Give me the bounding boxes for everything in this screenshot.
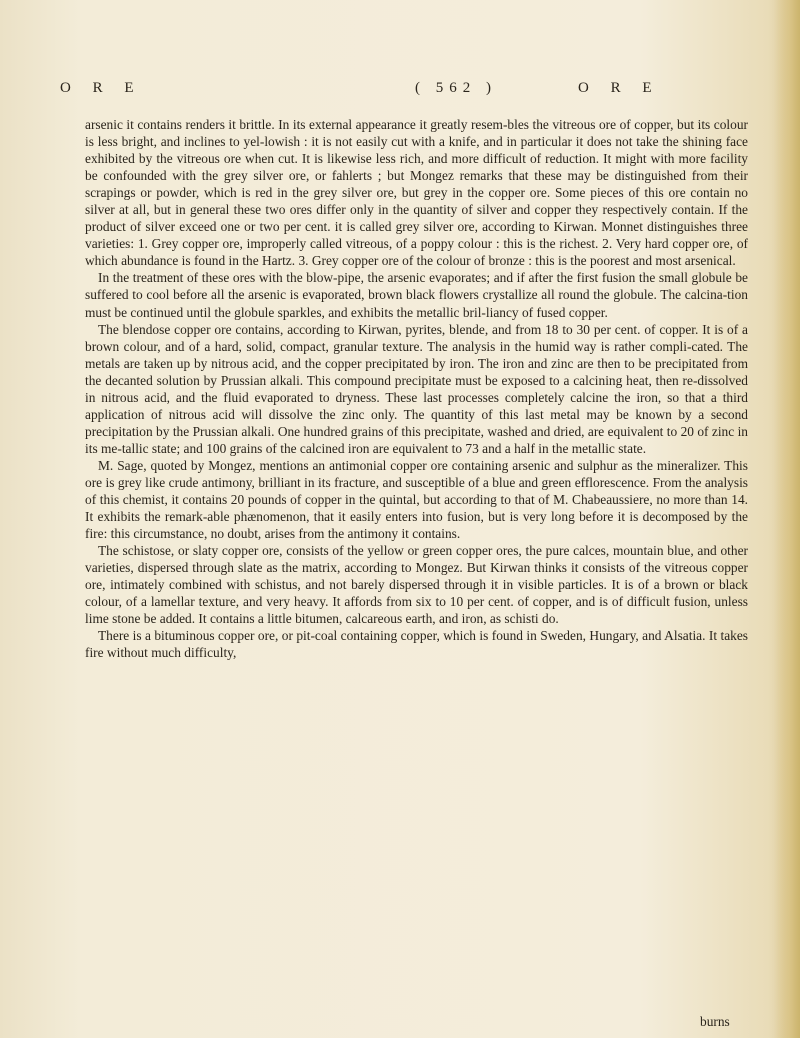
paragraph: There is a bituminous copper ore, or pit-coal containing copper, which is found in Sweden, Hungary, and Alsatia. It takes fire without much difficulty, <box>85 628 748 661</box>
paragraph: The schistose, or slaty copper ore, consists of the yellow or green copper ores, the pure calces, mountain blue, and other varieties, dispersed through slate as the matrix, according to Mongez. But Kirwan thinks it consists of the vitreous copper ore, intimately combined with schistus, and not barely dispersed through it in visible particles. It is of a brown or black colour, of a lamellar texture, and very heavy. It affords from six to 10 per cent. of copper, and is of difficult fusion, unless lime stone be added. It contains a little bitumen, calcareous earth, and iron, as schisti do. <box>85 543 748 627</box>
header-left: O R E <box>60 80 143 96</box>
body-text <box>85 116 748 662</box>
paragraph: M. Sage, quoted by Mongez, mentions an antimonial copper ore containing arsenic and sulphur as the mineralizer. This ore is grey like crude antimony, brilliant in its fracture, and susceptible of a blue and green efflorescence. From the analysis of this chemist, it contains 20 pounds of copper in the quintal, but according to that of M. Chabeaussiere, no more than 14. It exhibits the remark-able phænomenon, that it easily enters into fusion, but is very long before it is decomposed by the fire: this circumstance, no doubt, arises from the antimony it contains. <box>85 457 748 542</box>
header-right: O R E <box>578 80 661 96</box>
paragraph: The blendose copper ore contains, according to Kirwan, pyrites, blende, and from 18 to 30 per cent. of copper. It is of a brown colour, and of a hard, solid, compact, granular texture. The analysis in the humid way is rather compli-cated. The metals are taken up by nitrous acid, and the copper precipitated by iron. The iron and zinc are then to be precipitated from the decanted solution by Prussian alkali. This compound precipitate must be exposed to a calcining heat, then re-dissolved in nitrous acid, and the fluid evaporated to dryness. These last processes completely calcine the iron, so that a third application of nitrous acid will dissolve the zinc only. The quantity of this last metal may be known by a second precipitation by the Prussian alkali. One hundred grains of this precipitate, washed and dried, are equivalent to 20 of zinc in its me-tallic state; and 100 grains of the calcined iron are equivalent to 73 and a half in the metallic state. <box>85 321 748 456</box>
page-number: ( 562 ) <box>415 80 497 96</box>
catchword: burns <box>700 1014 730 1029</box>
paragraph: In the treatment of these ores with the blow-pipe, the arsenic evaporates; and if after the first fusion the small globule be suffered to cool before all the arsenic is evaporated, brown black flowers crystallize all round the globule. The calcina-tion must be continued until the globule sparkles, and exhibits the metallic bril-liancy of fused copper. <box>85 270 748 320</box>
running-header <box>60 80 740 104</box>
page-edge-shadow <box>774 0 800 1038</box>
paragraph: arsenic it contains renders it brittle. In its external appearance it greatly resem-bles the vitreous ore of copper, but its colour is less bright, and inclines to yel-lowish : it is not easily cut with a knife, and in particular it does not take the shining face exhibited by the vitreous ore when cut. It is likewise less rich, and more difficult of reduction. It might with more facility be confounded with the grey silver ore, or fahlerts ; but Mongez remarks that these may be distinguished from their scrapings or powder, which is red in the grey silver ore, but grey in the copper ore. Some pieces of this ore contain no silver at all, but in general these two ores differ only in the quantity of silver and copper they respectively contain. If the product of silver exceed one or two per cent. it is called grey silver ore, according to Kirwan. Monnet distinguishes three varieties: 1. Grey copper ore, improperly called vitreous, of a poppy colour : this is the richest. 2. Very hard copper ore, of which abundance is found in the Hartz. 3. Grey copper ore of the colour of bronze : this is the poorest and most arsenical. <box>85 117 748 269</box>
